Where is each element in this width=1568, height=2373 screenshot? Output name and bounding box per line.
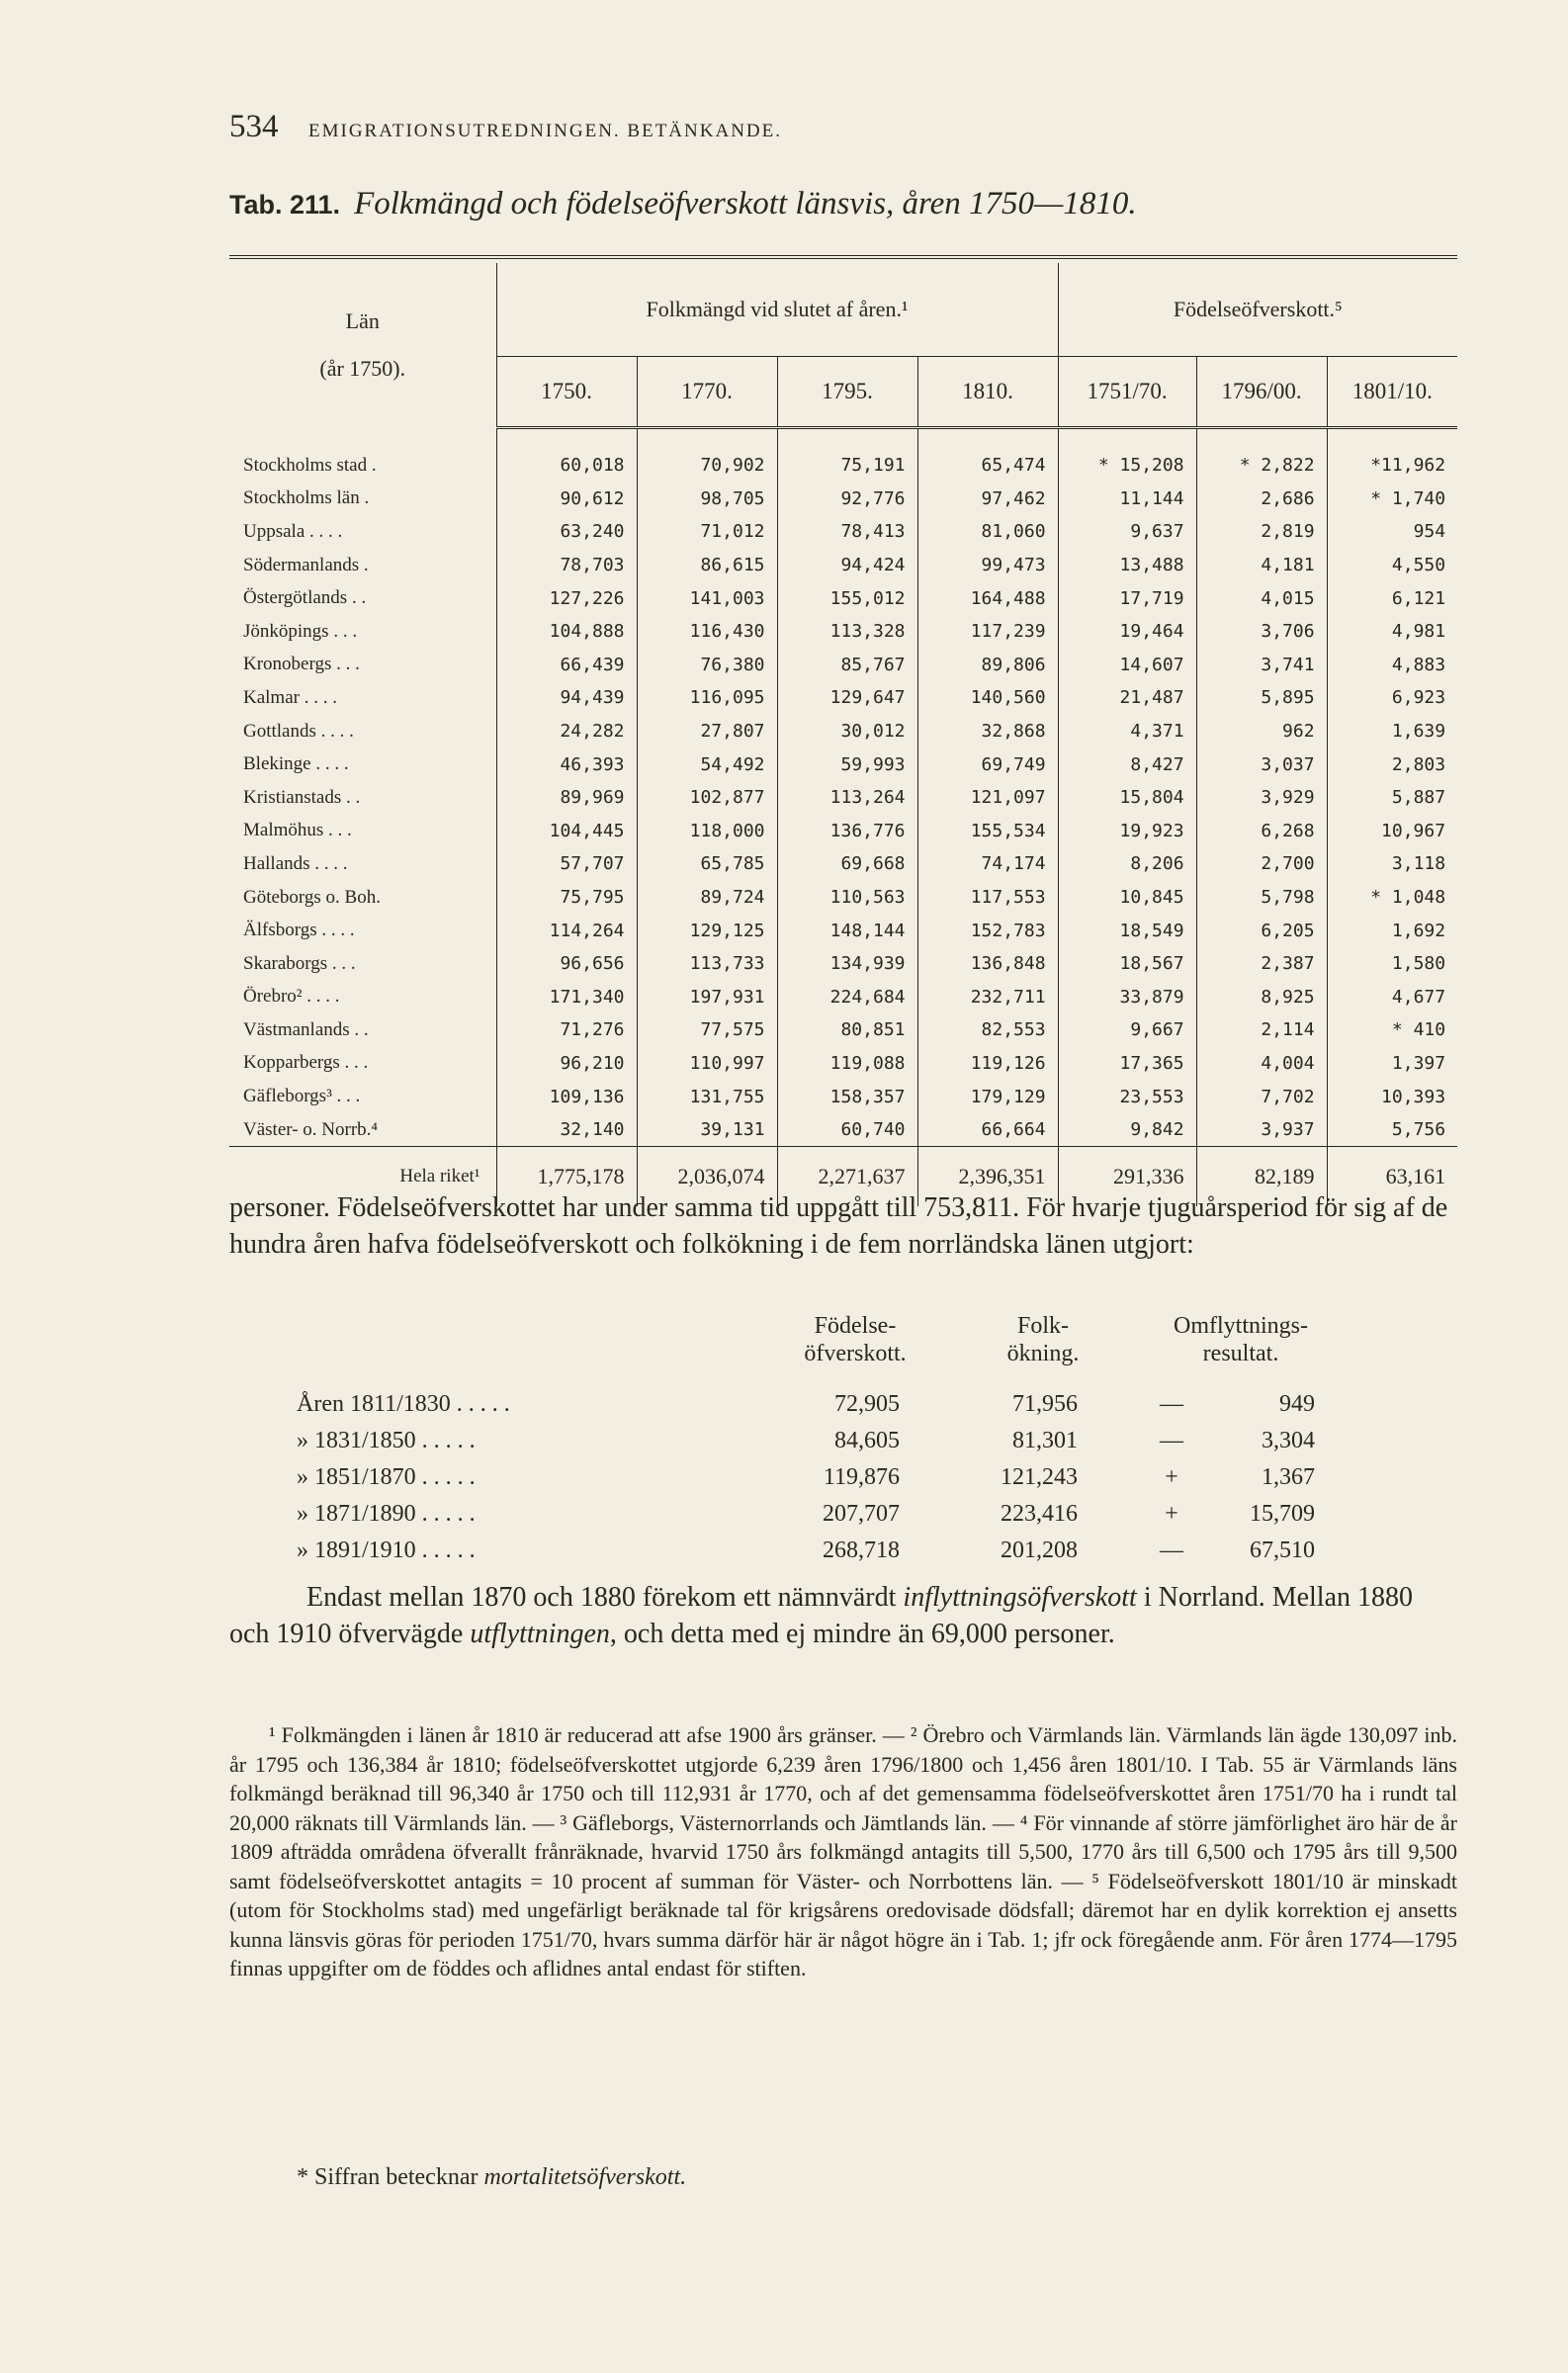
county-header-label: Län xyxy=(345,308,380,334)
table-cell: * 1,740 xyxy=(1327,483,1457,516)
table-cell: 962 xyxy=(1196,715,1327,748)
table-cell: 131,755 xyxy=(637,1080,777,1113)
table-cell: 8,925 xyxy=(1196,981,1327,1014)
paragraph-2-a: Endast mellan 1870 och 1880 förekom ett nämnvärdt xyxy=(306,1582,904,1613)
table-row xyxy=(229,981,1457,1014)
table-cell: 129,647 xyxy=(777,681,917,715)
table-cell: *11,962 xyxy=(1327,449,1457,483)
table-cell: 46,393 xyxy=(496,747,637,781)
county-name: Stockholms stad . xyxy=(243,454,377,476)
table-cell: 17,719 xyxy=(1058,581,1196,615)
table-row xyxy=(229,1113,1457,1147)
subtable-sign: — xyxy=(1160,1538,1183,1563)
table-cell: 63,240 xyxy=(496,515,637,549)
subtable-col-migration: Omflyttnings- resultat. xyxy=(1174,1313,1308,1366)
table-cell: 92,776 xyxy=(777,483,917,516)
table-cell: 9,637 xyxy=(1058,515,1196,549)
table-cell: 15,804 xyxy=(1058,781,1196,815)
table-cell: 5,756 xyxy=(1327,1113,1457,1147)
table-row xyxy=(229,781,1457,815)
table-cell: 5,887 xyxy=(1327,781,1457,815)
subtable-birth-surplus: 268,718 xyxy=(823,1538,900,1563)
table-cell: 4,981 xyxy=(1327,615,1457,649)
table-body xyxy=(229,428,1457,1207)
county-column-header xyxy=(229,263,496,428)
table-cell: 98,705 xyxy=(637,483,777,516)
page-number: 534 xyxy=(229,109,279,144)
total-cell: 1,775,178 xyxy=(496,1147,637,1207)
county-name: Gäfleborgs³ . . . xyxy=(243,1086,361,1107)
table-cell: 4,015 xyxy=(1196,581,1327,615)
table-row xyxy=(229,1047,1457,1081)
table-cell: 2,114 xyxy=(1196,1013,1327,1047)
total-label: Hela riket¹ xyxy=(399,1166,480,1187)
table-cell: 4,181 xyxy=(1196,549,1327,582)
table-cell: 3,741 xyxy=(1196,649,1327,682)
table-cell: 116,095 xyxy=(637,681,777,715)
table-cell: 60,018 xyxy=(496,449,637,483)
table-cell: 104,888 xyxy=(496,615,637,649)
table-cell: 9,667 xyxy=(1058,1013,1196,1047)
table-cell: 3,937 xyxy=(1196,1113,1327,1147)
county-name: Skaraborgs . . . xyxy=(243,952,356,974)
table-cell: 4,677 xyxy=(1327,981,1457,1014)
table-cell: 66,439 xyxy=(496,649,637,682)
table-cell: 1,397 xyxy=(1327,1047,1457,1081)
subtable-row-label: Åren 1811/1830 . . . . . xyxy=(297,1391,510,1417)
table-cell: 89,724 xyxy=(637,881,777,915)
table-cell: 96,656 xyxy=(496,947,637,981)
table-cell: 94,424 xyxy=(777,549,917,582)
total-cell: 63,161 xyxy=(1327,1147,1457,1207)
table-cell: 3,037 xyxy=(1196,747,1327,781)
paragraph-2-italic-2: utflyttningen xyxy=(470,1619,610,1649)
table-cell: 71,276 xyxy=(496,1013,637,1047)
table-cell: 2,387 xyxy=(1196,947,1327,981)
subtable-sign: — xyxy=(1160,1391,1183,1417)
table-cell: 24,282 xyxy=(496,715,637,748)
total-cell: 82,189 xyxy=(1196,1147,1327,1207)
table-cell: 1,639 xyxy=(1327,715,1457,748)
county-name: Kopparbergs . . . xyxy=(243,1052,369,1074)
table-cell: 102,877 xyxy=(637,781,777,815)
table-cell: 32,868 xyxy=(917,715,1058,748)
table-row xyxy=(229,715,1457,748)
table-row xyxy=(229,881,1457,915)
running-head xyxy=(229,109,1465,148)
table-cell: 4,004 xyxy=(1196,1047,1327,1081)
table-cell: * 1,048 xyxy=(1327,881,1457,915)
table-cell: 80,851 xyxy=(777,1013,917,1047)
subtable-growth: 71,956 xyxy=(1012,1391,1078,1417)
table-cell: 224,684 xyxy=(777,981,917,1014)
table-cell: 117,239 xyxy=(917,615,1058,649)
subtable-migration: 949 xyxy=(1279,1391,1315,1417)
table-cell: 94,439 xyxy=(496,681,637,715)
county-name: Hallands . . . . xyxy=(243,852,348,874)
year-header: 1801/10. xyxy=(1327,357,1457,428)
subtable-birth-surplus: 119,876 xyxy=(823,1464,900,1490)
table-cell: 59,993 xyxy=(777,747,917,781)
table-cell: 113,733 xyxy=(637,947,777,981)
table-cell: 5,895 xyxy=(1196,681,1327,715)
county-name: Uppsala . . . . xyxy=(243,520,343,542)
county-name: Västmanlands . . xyxy=(243,1018,369,1040)
table-cell: 155,012 xyxy=(777,581,917,615)
table-cell: * 410 xyxy=(1327,1013,1457,1047)
table-cell: 10,393 xyxy=(1327,1080,1457,1113)
paragraph-1-text: personer. Födelseöfverskottet har under samma tid uppgått till 753,811. För hvarje tjuguårsperiod för sig af de hundra åren hafva födelseöfverskott och folkökning i de fem norrländska länen utgjort: xyxy=(229,1192,1448,1260)
table-cell: 141,003 xyxy=(637,581,777,615)
table-caption: Folkmängd och födelseöfverskott länsvis, åren 1750—1810. xyxy=(354,186,1137,221)
table-cell: 39,131 xyxy=(637,1113,777,1147)
year-header: 1795. xyxy=(777,357,917,428)
table-cell: 17,365 xyxy=(1058,1047,1196,1081)
table-cell: 27,807 xyxy=(637,715,777,748)
table-row xyxy=(229,681,1457,715)
table-cell: 113,264 xyxy=(777,781,917,815)
table-cell: 121,097 xyxy=(917,781,1058,815)
table-row xyxy=(229,549,1457,582)
paragraph-2 xyxy=(229,1579,1457,1652)
table-cell: 9,842 xyxy=(1058,1113,1196,1147)
table-cell: 57,707 xyxy=(496,847,637,881)
table-cell: 152,783 xyxy=(917,914,1058,947)
asterisk-note-text: * Siffran betecknar xyxy=(297,2164,484,2190)
county-name: Kalmar . . . . xyxy=(243,686,337,708)
table-cell: 6,121 xyxy=(1327,581,1457,615)
table-cell: 90,612 xyxy=(496,483,637,516)
subtable-row-label: » 1831/1850 . . . . . xyxy=(297,1428,476,1453)
table-cell: 954 xyxy=(1327,515,1457,549)
subtable-growth: 81,301 xyxy=(1012,1428,1078,1453)
county-name: Kristianstads . . xyxy=(243,786,361,808)
subtable-migration: 1,367 xyxy=(1262,1464,1315,1490)
subtable-migration: 3,304 xyxy=(1262,1428,1315,1453)
table-cell: 127,226 xyxy=(496,581,637,615)
table-cell: 66,664 xyxy=(917,1113,1058,1147)
table-row xyxy=(229,649,1457,682)
table-row xyxy=(229,1080,1457,1113)
table-cell: 69,668 xyxy=(777,847,917,881)
subtable-birth-surplus: 72,905 xyxy=(834,1391,900,1417)
table-row xyxy=(229,483,1457,516)
subtable-growth: 201,208 xyxy=(1001,1538,1078,1563)
table-cell: 10,845 xyxy=(1058,881,1196,915)
total-cell: 2,396,351 xyxy=(917,1147,1058,1207)
paragraph-1 xyxy=(229,1189,1457,1263)
subtable-growth: 223,416 xyxy=(1001,1501,1078,1527)
table-cell: 5,798 xyxy=(1196,881,1327,915)
table-cell: 96,210 xyxy=(496,1047,637,1081)
year-header: 1796/00. xyxy=(1196,357,1327,428)
county-name: Gottlands . . . . xyxy=(243,720,354,742)
footnote-text: ¹ Folkmängden i länen år 1810 är reducerad att afse 1900 års gränser. — ² Örebro och Värmlands län. Värmlands län ägde 130,097 inb. år 1795 och 136,384 år 1810; födelseöfverskottet utgjorde 6,239 åren 1796/1800 och 1,456 åren 1801/10. I Tab. 55 är Värmlands läns folkmängd beräknad till 96,340 år 1750 och till 112,931 år 1770, och af det gemensamma födelseöfverskottet åren 1751/70 ha i rundt tal 20,000 räknats till Värmlands län. — ³ Gäfleborgs, Västernorrlands och Jämtlands län. — ⁴ För vinnande af större jämförlighet äro här de år 1809 afträdda områdena öfverallt frånräknade, hvarvid 1750 års folkmängd antagits till 5,500, 1770 års till 6,500 och 1795 års till 9,500 samt födelseöfverskottet antagits = 10 procent af summan för Väster- och Norrbottens län. — ⁵ Födelseöfverskott 1801/10 är minskadt (utom för Stockholms stad) med ungefärligt beräknade tal för krigsårens oredovisade dödsfall; däremot har en dylik korrektion ej ansetts kunna länsvis göras för perioden 1751/70, hvars summa därför här är något högre än i Tab. 1; jfr ock föregående anm. För åren 1774—1795 finnas uppgifter om de föddes och aflidnes antal endast för stiften. xyxy=(229,1722,1457,1980)
table-cell: * 2,822 xyxy=(1196,449,1327,483)
year-header: 1751/70. xyxy=(1058,357,1196,428)
paragraph-2-b: i Norrland. Mellan 1880 och 1910 öfvervägde xyxy=(229,1582,1414,1649)
table-cell: 71,012 xyxy=(637,515,777,549)
subtable-sign: — xyxy=(1160,1428,1183,1453)
table-cell: 119,088 xyxy=(777,1047,917,1081)
table-cell: 19,464 xyxy=(1058,615,1196,649)
table-row xyxy=(229,747,1457,781)
table-cell: * 15,208 xyxy=(1058,449,1196,483)
table-row xyxy=(229,449,1457,483)
table-row xyxy=(229,615,1457,649)
county-name: Blekinge . . . . xyxy=(243,753,349,775)
subtable-birth-surplus: 207,707 xyxy=(823,1501,900,1527)
table-cell: 21,487 xyxy=(1058,681,1196,715)
table-cell: 6,205 xyxy=(1196,914,1327,947)
table-row xyxy=(229,515,1457,549)
table-cell: 171,340 xyxy=(496,981,637,1014)
table-cell: 3,118 xyxy=(1327,847,1457,881)
top-rule xyxy=(229,255,1457,259)
table-cell: 3,929 xyxy=(1196,781,1327,815)
table-cell: 118,000 xyxy=(637,815,777,848)
table-cell: 2,686 xyxy=(1196,483,1327,516)
table-cell: 2,803 xyxy=(1327,747,1457,781)
subtable-col-birth-surplus: Födelse- öfverskott. xyxy=(804,1313,907,1366)
table-label: Tab. 211. xyxy=(229,190,341,220)
table-cell: 74,174 xyxy=(917,847,1058,881)
county-name: Älfsborgs . . . . xyxy=(243,920,355,941)
table-cell: 179,129 xyxy=(917,1080,1058,1113)
table-cell: 54,492 xyxy=(637,747,777,781)
year-header: 1810. xyxy=(917,357,1058,428)
table-cell: 65,785 xyxy=(637,847,777,881)
paragraph-2-italic-1: inflyttningsöfverskott xyxy=(903,1582,1137,1613)
total-cell: 2,036,074 xyxy=(637,1147,777,1207)
table-cell: 14,607 xyxy=(1058,649,1196,682)
table-cell: 4,371 xyxy=(1058,715,1196,748)
table-cell: 2,819 xyxy=(1196,515,1327,549)
population-group-header: Folkmängd vid slutet af åren.¹ xyxy=(496,263,1058,357)
table-cell: 13,488 xyxy=(1058,549,1196,582)
table-cell: 134,939 xyxy=(777,947,917,981)
county-name: Göteborgs o. Boh. xyxy=(243,886,381,908)
table-cell: 116,430 xyxy=(637,615,777,649)
subtable-migration: 67,510 xyxy=(1250,1538,1315,1563)
subtable-sign: + xyxy=(1165,1501,1178,1527)
asterisk-note-italic: mortalitetsöfverskott. xyxy=(483,2164,687,2190)
table-cell: 11,144 xyxy=(1058,483,1196,516)
total-cell: 291,336 xyxy=(1058,1147,1196,1207)
county-header-sub: (år 1750). xyxy=(319,356,406,382)
table-cell: 4,550 xyxy=(1327,549,1457,582)
table-cell: 104,445 xyxy=(496,815,637,848)
year-header: 1750. xyxy=(496,357,637,428)
table-cell: 18,567 xyxy=(1058,947,1196,981)
table-cell: 197,931 xyxy=(637,981,777,1014)
table-cell: 75,191 xyxy=(777,449,917,483)
table-cell: 85,767 xyxy=(777,649,917,682)
county-name: Södermanlands . xyxy=(243,554,369,575)
table-cell: 77,575 xyxy=(637,1013,777,1047)
table-cell: 2,700 xyxy=(1196,847,1327,881)
table-cell: 232,711 xyxy=(917,981,1058,1014)
subtable-row-label: » 1871/1890 . . . . . xyxy=(297,1501,476,1527)
subtable-birth-surplus: 84,605 xyxy=(834,1428,900,1453)
table-cell: 32,140 xyxy=(496,1113,637,1147)
subtable-row-label: » 1891/1910 . . . . . xyxy=(297,1538,476,1563)
table-row xyxy=(229,1013,1457,1047)
table-cell: 148,144 xyxy=(777,914,917,947)
subtable-col-growth: Folk- ökning. xyxy=(1006,1313,1080,1366)
table-row xyxy=(229,947,1457,981)
table-cell: 7,702 xyxy=(1196,1080,1327,1113)
table-cell: 158,357 xyxy=(777,1080,917,1113)
table-cell: 89,806 xyxy=(917,649,1058,682)
table-cell: 99,473 xyxy=(917,549,1058,582)
footnotes xyxy=(229,1720,1457,1983)
table-cell: 136,776 xyxy=(777,815,917,848)
table-cell: 3,706 xyxy=(1196,615,1327,649)
table-row xyxy=(229,847,1457,881)
subtable-sign: + xyxy=(1165,1464,1178,1490)
county-name: Östergötlands . . xyxy=(243,587,367,609)
table-cell: 113,328 xyxy=(777,615,917,649)
table-cell: 18,549 xyxy=(1058,914,1196,947)
norrland-subtable xyxy=(297,1312,1384,1569)
table-cell: 78,703 xyxy=(496,549,637,582)
table-cell: 69,749 xyxy=(917,747,1058,781)
table-cell: 164,488 xyxy=(917,581,1058,615)
table-cell: 119,126 xyxy=(917,1047,1058,1081)
table-cell: 8,427 xyxy=(1058,747,1196,781)
table-cell: 114,264 xyxy=(496,914,637,947)
table-cell: 23,553 xyxy=(1058,1080,1196,1113)
table-row xyxy=(229,581,1457,615)
table-cell: 136,848 xyxy=(917,947,1058,981)
table-cell: 140,560 xyxy=(917,681,1058,715)
table-cell: 110,997 xyxy=(637,1047,777,1081)
table-cell: 8,206 xyxy=(1058,847,1196,881)
table-cell: 30,012 xyxy=(777,715,917,748)
county-name: Malmöhus . . . xyxy=(243,820,352,841)
county-name: Väster- o. Norrb.⁴ xyxy=(229,1113,496,1147)
table-cell: 60,740 xyxy=(777,1113,917,1147)
running-title: EMIGRATIONSUTREDNINGEN. BETÄNKANDE. xyxy=(308,121,782,141)
table-cell: 86,615 xyxy=(637,549,777,582)
table-cell: 89,969 xyxy=(496,781,637,815)
table-cell: 1,580 xyxy=(1327,947,1457,981)
table-cell: 65,474 xyxy=(917,449,1058,483)
table-cell: 4,883 xyxy=(1327,649,1457,682)
table-cell: 81,060 xyxy=(917,515,1058,549)
table-cell: 110,563 xyxy=(777,881,917,915)
county-name: Jönköpings . . . xyxy=(243,620,358,642)
table-title xyxy=(229,186,1137,222)
county-name: Stockholms län . xyxy=(243,487,370,509)
table-cell: 6,923 xyxy=(1327,681,1457,715)
table-cell: 155,534 xyxy=(917,815,1058,848)
paragraph-2-c: , och detta med ej mindre än 69,000 personer. xyxy=(609,1619,1115,1649)
table-cell: 10,967 xyxy=(1327,815,1457,848)
spacer-row xyxy=(229,428,1457,450)
table-cell: 70,902 xyxy=(637,449,777,483)
table-cell: 6,268 xyxy=(1196,815,1327,848)
total-cell: 2,271,637 xyxy=(777,1147,917,1207)
table-cell: 97,462 xyxy=(917,483,1058,516)
asterisk-note xyxy=(297,2164,686,2191)
table-cell: 109,136 xyxy=(496,1080,637,1113)
subtable-migration: 15,709 xyxy=(1250,1501,1315,1527)
table-cell: 78,413 xyxy=(777,515,917,549)
table-cell: 75,795 xyxy=(496,881,637,915)
birth-surplus-group-header: Födelseöfverskott.⁵ xyxy=(1058,263,1457,357)
county-name: Kronobergs . . . xyxy=(243,654,360,675)
table-cell: 33,879 xyxy=(1058,981,1196,1014)
population-table xyxy=(229,263,1457,1206)
table-row xyxy=(229,914,1457,947)
table-cell: 129,125 xyxy=(637,914,777,947)
table-cell: 82,553 xyxy=(917,1013,1058,1047)
subtable-row-label: » 1851/1870 . . . . . xyxy=(297,1464,476,1490)
table-cell: 76,380 xyxy=(637,649,777,682)
subtable-growth: 121,243 xyxy=(1001,1464,1078,1490)
table-cell: 19,923 xyxy=(1058,815,1196,848)
county-name: Örebro² . . . . xyxy=(243,986,340,1008)
table-cell: 117,553 xyxy=(917,881,1058,915)
table-cell: 1,692 xyxy=(1327,914,1457,947)
table-row xyxy=(229,815,1457,848)
year-header: 1770. xyxy=(637,357,777,428)
